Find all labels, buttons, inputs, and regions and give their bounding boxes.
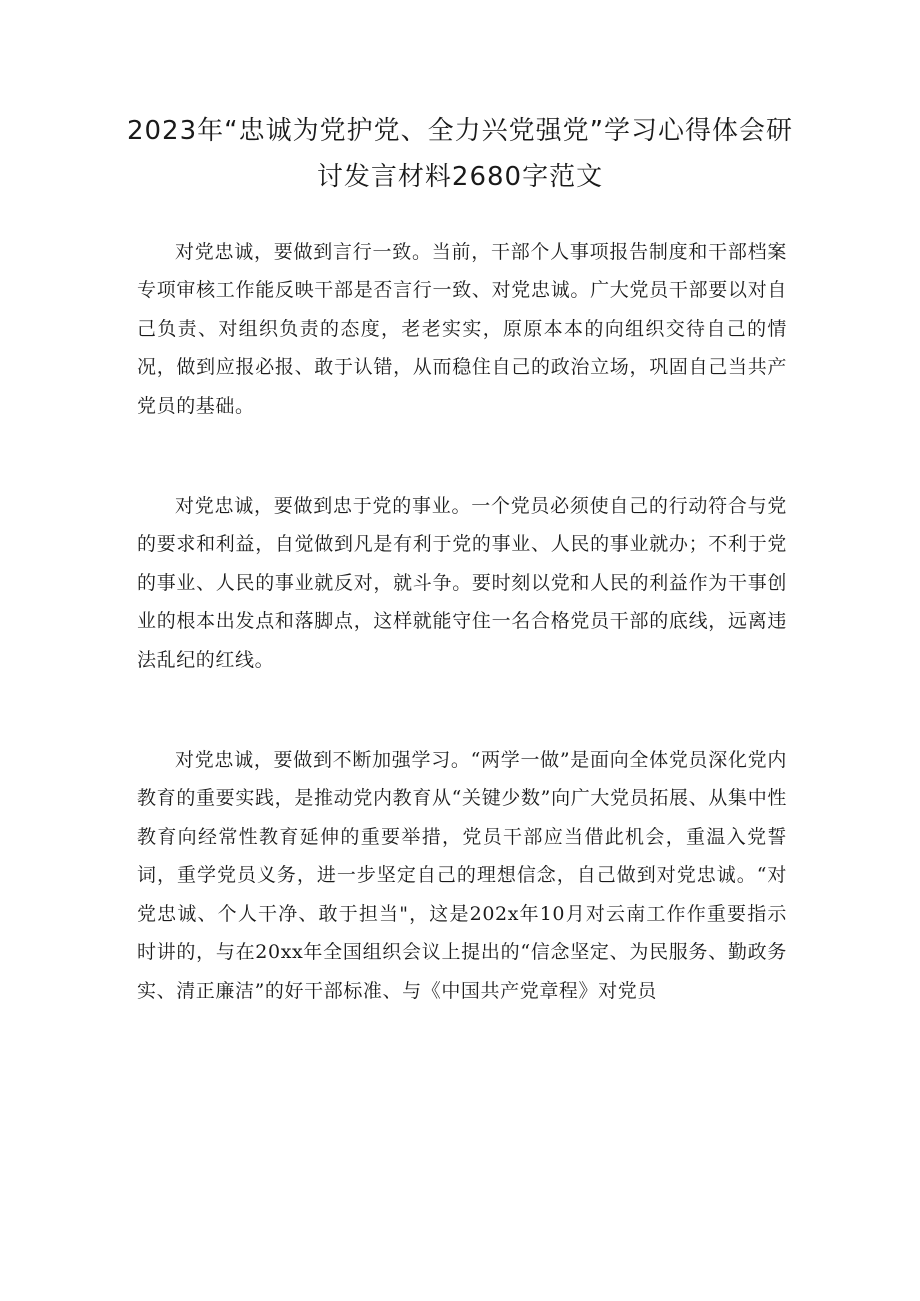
paragraph-continuous-learning: 对党忠诚，要做到不断加强学习。“两学一做”是面向全体党员深化党内教育的重要实践，是推动党内教育从“关键少数”向广大党员拓展、从集中性教育向经常性教育延伸的重要举措，党员干部应当借此机会，重温入党誓词，重学党员义务，进一步坚定自己的理想信念，自己做到对党忠诚。“对党忠诚、个人干净、敢于担当"，这是202x年10月对云南工作作重要指示时讲的，与在20xx年全国组织会议上提出的“信念坚定、为民服务、勤政务实、清正廉洁”的好干部标准、与《中国共产党章程》对党员	[137, 749, 787, 1002]
paragraph-loyalty-to-cause: 对党忠诚，要做到忠于党的事业。一个党员必须使自己的行动符合与党的要求和利益，自觉做到凡是有利于党的事业、人民的事业就办；不利于党的事业、人民的事业就反对，就斗争。要时刻以党和人民的利益作为干事创业的根本出发点和落脚点，这样就能守住一名合格党员干部的底线，远离违法乱纪的红线。	[137, 495, 787, 671]
document-body	[137, 233, 787, 1072]
paragraph-speech-consistency: 对党忠诚，要做到言行一致。当前，干部个人事项报告制度和干部档案专项审核工作能反映干部是否言行一致、对党忠诚。广大党员干部要以对自己负责、对组织负责的态度，老老实实，原原本本的向组织交待自己的情况，做到应报必报、敢于认错，从而稳住自己的政治立场，巩固自己当共产党员的基础。	[137, 241, 787, 417]
document-title: 2023年“忠诚为党护党、全力兴党强党”学习心得体会研讨发言材料2680字范文	[126, 116, 794, 192]
